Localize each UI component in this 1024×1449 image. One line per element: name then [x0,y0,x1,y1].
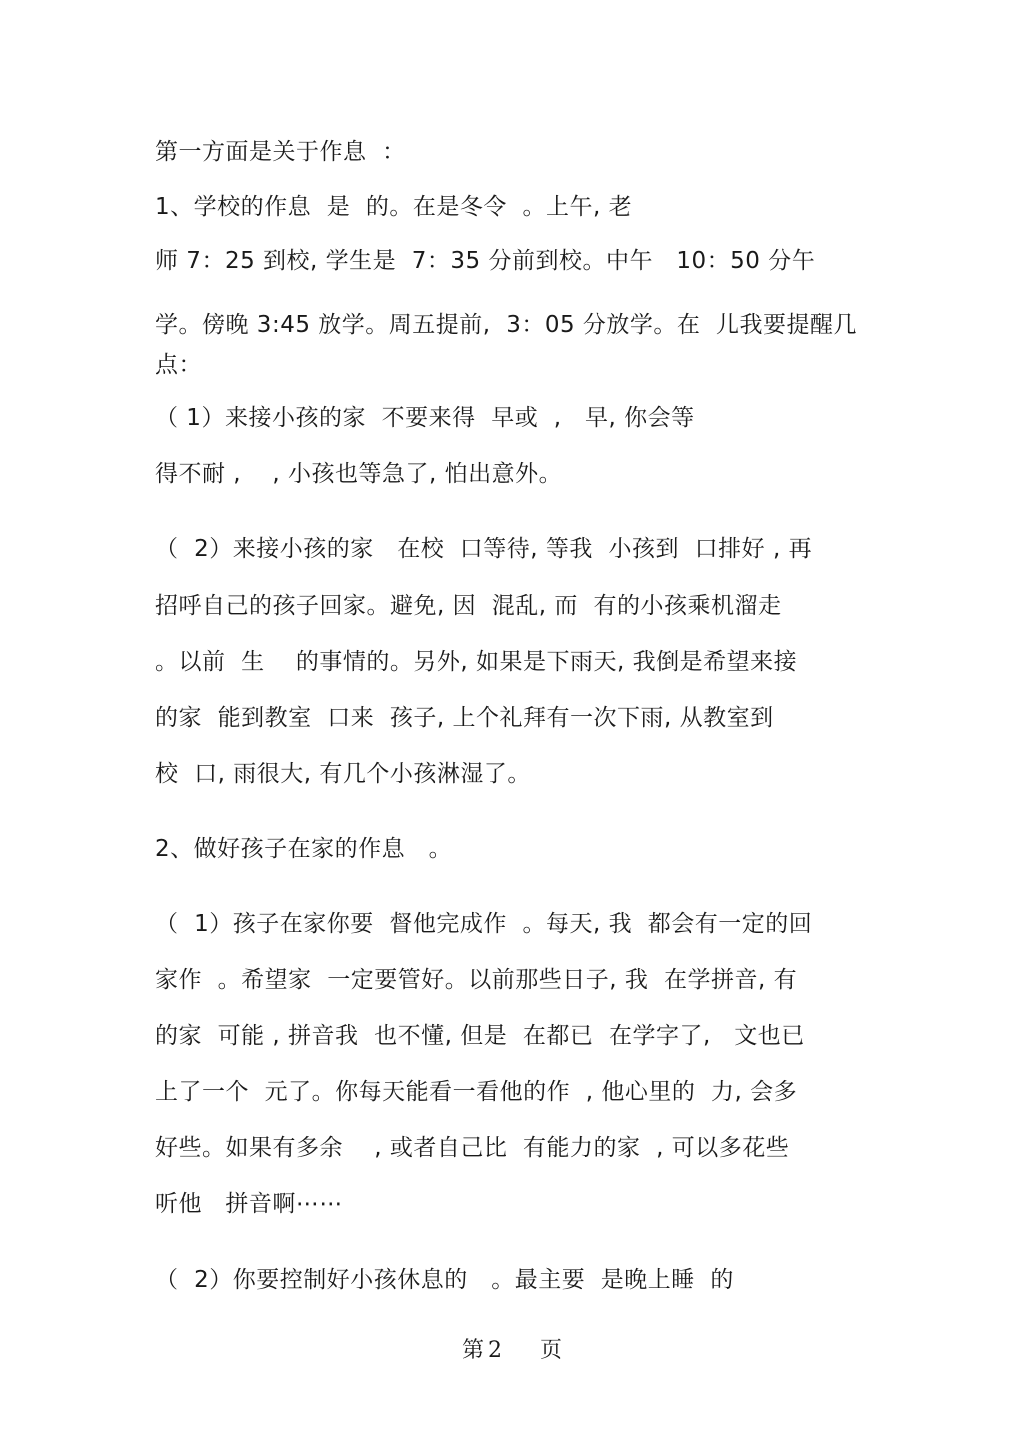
text-line: 听他 拼音啊⋯⋯ [155,1191,343,1217]
heading-line: 2、做好孩子在家的作息 。 [155,836,453,862]
text-line: （ 2）你要控制好小孩休息的 。最主要 是晚上睡 的 [155,1267,734,1293]
text-line: （ 1）孩子在家你要 督他完成作 。每天, 我 都会有一定的回 [155,911,813,937]
page-number: 2 [488,1338,502,1363]
text-line: 招呼自己的孩子回家。避免, 因 混乱, 而 有的小孩乘机溜走 [155,593,782,619]
text-line: 上了一个 元了。你每天能看一看他的作 , 他心里的 力, 会多 [155,1079,798,1105]
text-line: 学。傍晚 3:45 放学。周五提前, 3：05 分放学。在 儿我要提醒几 [155,312,858,338]
text-line: 家作 。希望家 一定要管好。以前那些日子, 我 在学拼音, 有 [155,967,798,993]
text-line: 的家 能到教室 口来 孩子, 上个礼拜有一次下雨, 从教室到 [155,705,774,731]
text-line: 1、学校的作息 是 的。在是冬令 。上午, 老 [155,194,633,220]
text-line: 得不耐 , , 小孩也等急了, 怕出意外。 [155,461,563,487]
text-line: （ 2）来接小孩的家 在校 口等待, 等我 小孩到 口排好 , 再 [155,536,813,562]
text-line: 的家 可能 , 拼音我 也不懂, 但是 在都已 在学字了, 文也已 [155,1023,805,1049]
heading-line: 第一方面是关于作息 ： [155,139,406,165]
text-line: 校 口, 雨很大, 有几个小孩淋湿了。 [155,761,531,787]
page-number-prefix: 第 [461,1338,484,1363]
text-line: 师 7：25 到校, 学生是 7：35 分前到校。中午 10：50 分午 [155,248,816,274]
text-line: （ 1）来接小孩的家 不要来得 早或 , 早, 你会等 [155,405,695,431]
text-line: 点： [155,352,202,378]
page-number-suffix: 页 [540,1338,563,1363]
text-line: 。以前 生 的事情的。另外, 如果是下雨天, 我倒是希望来接 [155,649,798,675]
text-line: 好些。如果有多余 , 或者自己比 有能力的家 , 可以多花些 [155,1135,790,1161]
page-footer [0,1336,1024,1366]
